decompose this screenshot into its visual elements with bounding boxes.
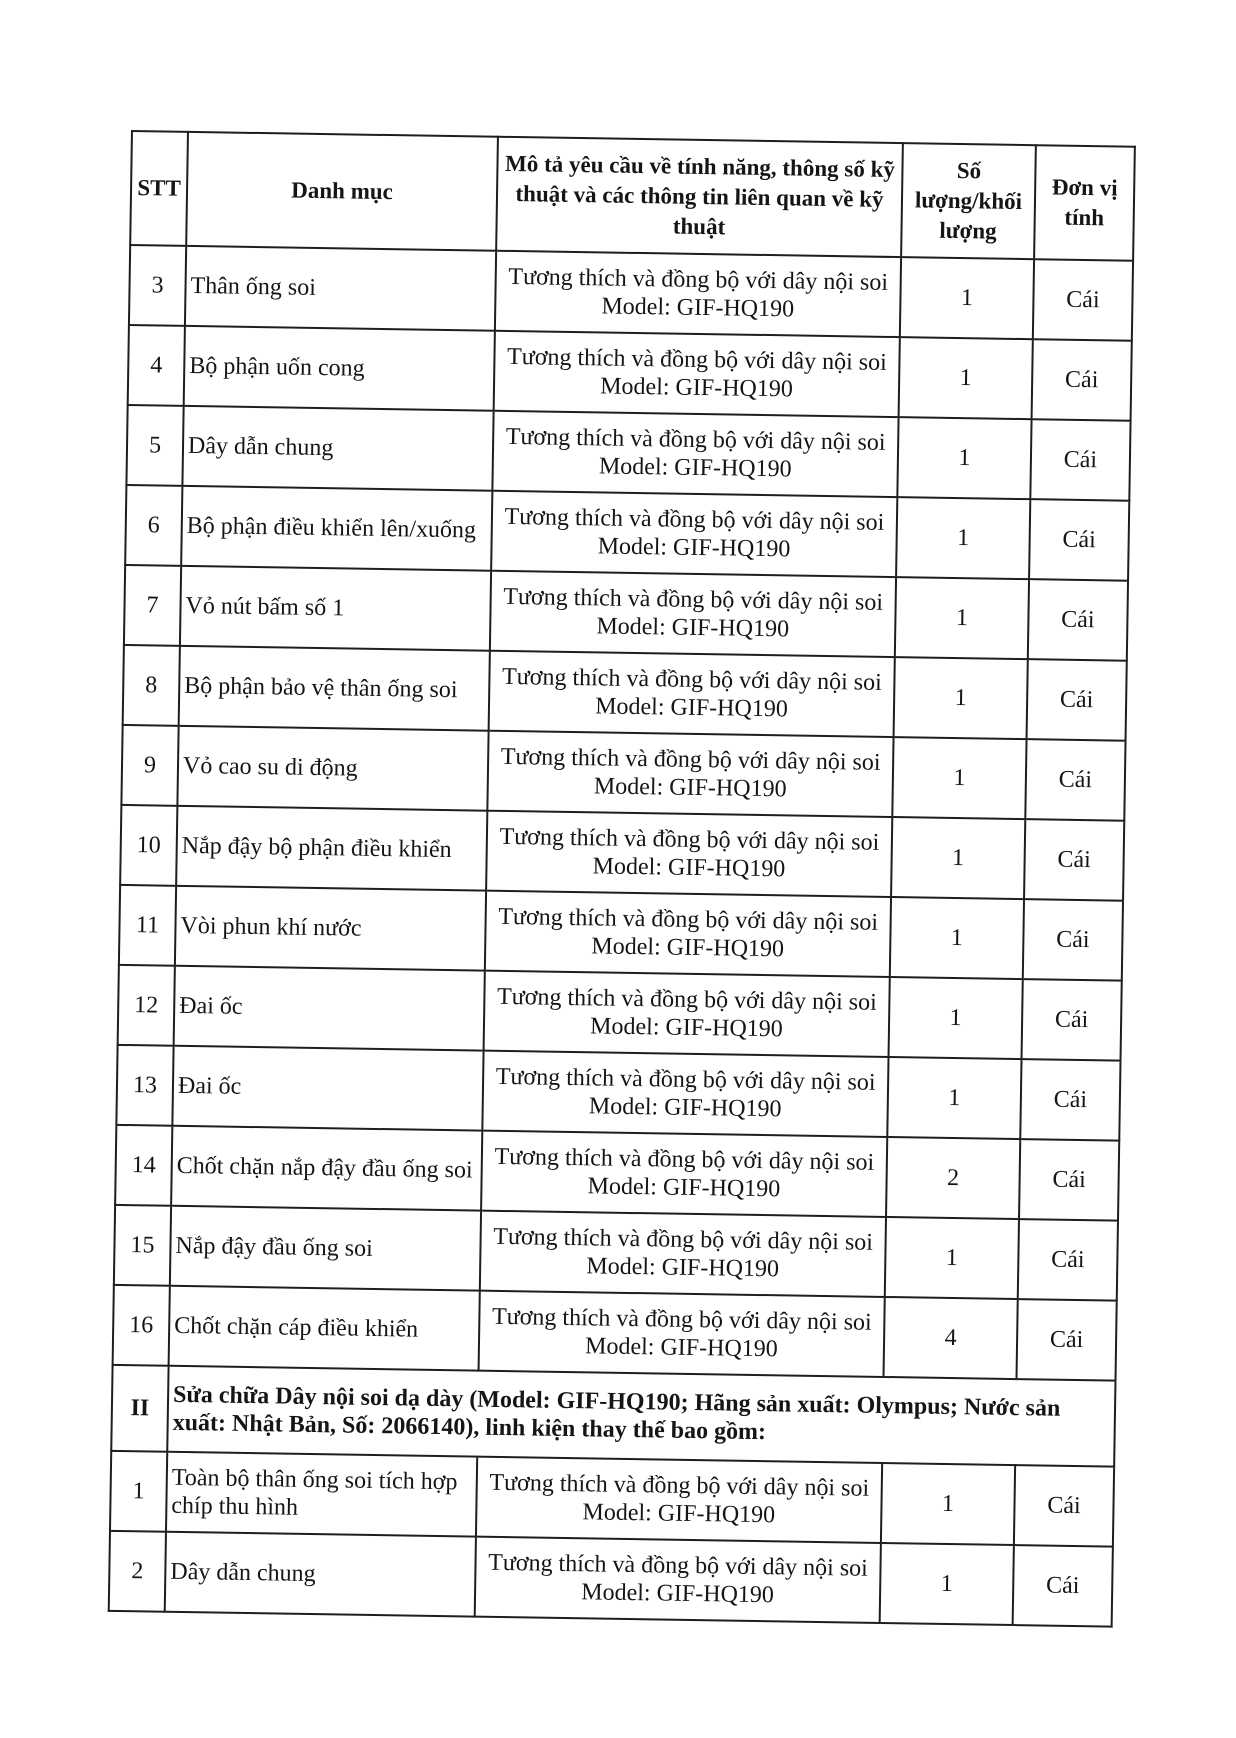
row-quantity: 1 <box>890 897 1024 979</box>
row-unit: Cái <box>1020 1059 1120 1141</box>
header-stt: STT <box>130 131 188 246</box>
row-description <box>480 1211 886 1297</box>
row-quantity: 1 <box>891 817 1025 899</box>
row-description-model: Model: GIF-HQ190 <box>592 853 786 883</box>
row-unit: Cái <box>1022 979 1122 1061</box>
row-description-model: Model: GIF-HQ190 <box>596 613 790 643</box>
row-description-compatibility: Tương thích và đồng bộ với dây nội soi <box>500 743 881 776</box>
row-description <box>491 491 897 577</box>
row-description-compatibility: Tương thích và đồng bộ với dây nội soi <box>491 1303 872 1336</box>
row-description <box>492 411 898 497</box>
row-description-compatibility: Tương thích và đồng bộ với dây nội soi <box>489 1469 870 1502</box>
row-quantity: 4 <box>884 1297 1018 1379</box>
row-description-model: Model: GIF-HQ190 <box>588 1093 782 1123</box>
row-unit: Cái <box>1027 659 1127 741</box>
row-unit: Cái <box>1025 739 1125 821</box>
row-description-model: Model: GIF-HQ190 <box>582 1499 776 1529</box>
row-quantity: 1 <box>885 1217 1019 1299</box>
row-stt: 2 <box>109 1531 166 1612</box>
row-description <box>495 251 901 337</box>
row-description-model: Model: GIF-HQ190 <box>584 1333 778 1363</box>
row-unit: Cái <box>1016 1299 1116 1381</box>
row-description-compatibility: Tương thích và đồng bộ với dây nội soi <box>501 663 882 696</box>
row-item-name: Chốt chặn nắp đậy đầu ống soi <box>171 1126 482 1211</box>
row-stt: 7 <box>124 565 181 646</box>
row-item-name: Đai ốc <box>174 966 485 1051</box>
row-item-name: Bộ phận uốn cong <box>184 326 495 411</box>
row-description-compatibility: Tương thích và đồng bộ với dây nội soi <box>494 1143 875 1176</box>
row-stt: 9 <box>121 725 178 806</box>
row-item-name: Vòi phun khí nước <box>175 886 486 971</box>
row-quantity: 1 <box>896 497 1030 579</box>
row-quantity: 1 <box>892 737 1026 819</box>
row-item-name: Đai ốc <box>172 1046 483 1131</box>
row-unit: Cái <box>1028 579 1128 661</box>
row-description <box>489 651 895 737</box>
row-description <box>479 1291 885 1377</box>
row-description <box>487 731 893 817</box>
row-stt: 12 <box>118 965 175 1046</box>
row-description <box>481 1131 887 1217</box>
header-unit: Đơn vị tính <box>1034 145 1135 261</box>
row-item-name: Chốt chặn cáp điều khiển <box>169 1286 480 1371</box>
table-row <box>109 1531 1113 1627</box>
row-unit: Cái <box>1014 1465 1114 1547</box>
section-row <box>111 1365 1115 1467</box>
row-unit: Cái <box>1033 259 1133 341</box>
row-stt: 5 <box>126 405 183 486</box>
row-item-name: Nắp đậy đầu ống soi <box>170 1206 481 1291</box>
row-description-compatibility: Tương thích và đồng bộ với dây nội soi <box>498 903 879 936</box>
row-stt: 3 <box>129 245 186 326</box>
row-quantity: 1 <box>887 1057 1021 1139</box>
row-description-compatibility: Tương thích và đồng bộ với dây nội soi <box>499 823 880 856</box>
row-description <box>482 1051 888 1137</box>
row-item-name: Toàn bộ thân ống soi tích hợp chíp thu hình <box>166 1452 477 1537</box>
row-description <box>494 331 900 417</box>
row-description-compatibility: Tương thích và đồng bộ với dây nội soi <box>505 423 886 456</box>
row-description <box>484 971 890 1057</box>
row-quantity: 1 <box>881 1463 1015 1545</box>
row-unit: Cái <box>1019 1139 1119 1221</box>
row-quantity: 1 <box>900 257 1034 339</box>
row-quantity: 1 <box>897 417 1031 499</box>
row-description-model: Model: GIF-HQ190 <box>598 453 792 483</box>
row-stt: 4 <box>128 325 185 406</box>
row-description-compatibility: Tương thích và đồng bộ với dây nội soi <box>493 1223 874 1256</box>
header-quantity: Số lượng/khối lượng <box>901 143 1036 259</box>
row-stt: 8 <box>123 645 180 726</box>
row-stt: 14 <box>115 1125 172 1206</box>
row-unit: Cái <box>1024 819 1124 901</box>
row-item-name: Vỏ nút bấm số 1 <box>180 566 491 651</box>
header-description: Mô tả yêu cầu về tính năng, thông số kỹ thuật và các thông tin liên quan về kỹ thuật <box>496 137 903 257</box>
row-unit: Cái <box>1029 499 1129 581</box>
row-quantity: 2 <box>886 1137 1020 1219</box>
row-description <box>485 891 891 977</box>
row-item-name: Vỏ cao su di động <box>177 726 488 811</box>
section-number: II <box>111 1365 168 1452</box>
row-unit: Cái <box>1032 339 1132 421</box>
row-description-model: Model: GIF-HQ190 <box>593 773 787 803</box>
row-description-model: Model: GIF-HQ190 <box>581 1579 775 1609</box>
row-quantity: 1 <box>894 657 1028 739</box>
header-row <box>130 131 1135 261</box>
row-description-model: Model: GIF-HQ190 <box>597 533 791 563</box>
row-item-name: Dây dẫn chung <box>182 406 493 491</box>
row-description-compatibility: Tương thích và đồng bộ với dây nội soi <box>495 1063 876 1096</box>
row-stt: 1 <box>110 1451 167 1532</box>
row-item-name: Nắp đậy bộ phận điều khiển <box>176 806 487 891</box>
row-description <box>486 811 892 897</box>
row-description <box>475 1537 881 1623</box>
row-unit: Cái <box>1030 419 1130 501</box>
row-description-model: Model: GIF-HQ190 <box>594 693 789 723</box>
row-description <box>490 571 896 657</box>
section-title: Sửa chữa Dây nội soi dạ dày (Model: GIF-HQ190; Hãng sản xuất: Olympus; Nước sản xuất: Nhật Bản, Số: 2066140), linh kiện thay thế bao gồm: <box>167 1366 1115 1467</box>
row-stt: 15 <box>114 1205 171 1286</box>
row-quantity: 1 <box>889 977 1023 1059</box>
row-stt: 10 <box>120 805 177 886</box>
row-item-name: Thân ống soi <box>185 246 496 331</box>
table-header <box>130 131 1135 261</box>
row-quantity: 1 <box>895 577 1029 659</box>
row-description-model: Model: GIF-HQ190 <box>586 1253 780 1283</box>
equipment-table <box>108 130 1136 1628</box>
row-description-compatibility: Tương thích và đồng bộ với dây nội soi <box>496 983 877 1016</box>
row-item-name: Bộ phận điều khiển lên/xuống <box>181 486 492 571</box>
row-stt: 11 <box>119 885 176 966</box>
row-description-compatibility: Tương thích và đồng bộ với dây nội soi <box>506 343 887 376</box>
row-quantity: 1 <box>899 337 1033 419</box>
row-stt: 13 <box>116 1045 173 1126</box>
row-description-model: Model: GIF-HQ190 <box>591 933 785 963</box>
row-quantity: 1 <box>880 1543 1014 1625</box>
row-description-compatibility: Tương thích và đồng bộ với dây nội soi <box>503 583 884 616</box>
row-description-compatibility: Tương thích và đồng bộ với dây nội soi <box>508 263 889 296</box>
row-description-model: Model: GIF-HQ190 <box>601 293 795 323</box>
row-description-model: Model: GIF-HQ190 <box>599 373 794 403</box>
row-item-name: Bộ phận bảo vệ thân ống soi <box>179 646 490 731</box>
section-group <box>111 1365 1115 1467</box>
table-body-part-2 <box>109 1451 1114 1627</box>
row-description <box>476 1457 882 1543</box>
row-description-model: Model: GIF-HQ190 <box>589 1013 783 1043</box>
row-item-name: Dây dẫn chung <box>165 1532 476 1617</box>
row-description-compatibility: Tương thích và đồng bộ với dây nội soi <box>504 503 885 536</box>
header-name: Danh mục <box>186 132 498 251</box>
row-stt: 16 <box>113 1285 170 1366</box>
row-stt: 6 <box>125 485 182 566</box>
table-body-part-1 <box>113 245 1133 1381</box>
row-unit: Cái <box>1018 1219 1118 1301</box>
row-unit: Cái <box>1013 1545 1113 1627</box>
row-description-compatibility: Tương thích và đồng bộ với dây nội soi <box>487 1549 869 1582</box>
row-description-model: Model: GIF-HQ190 <box>587 1173 781 1203</box>
row-unit: Cái <box>1023 899 1123 981</box>
